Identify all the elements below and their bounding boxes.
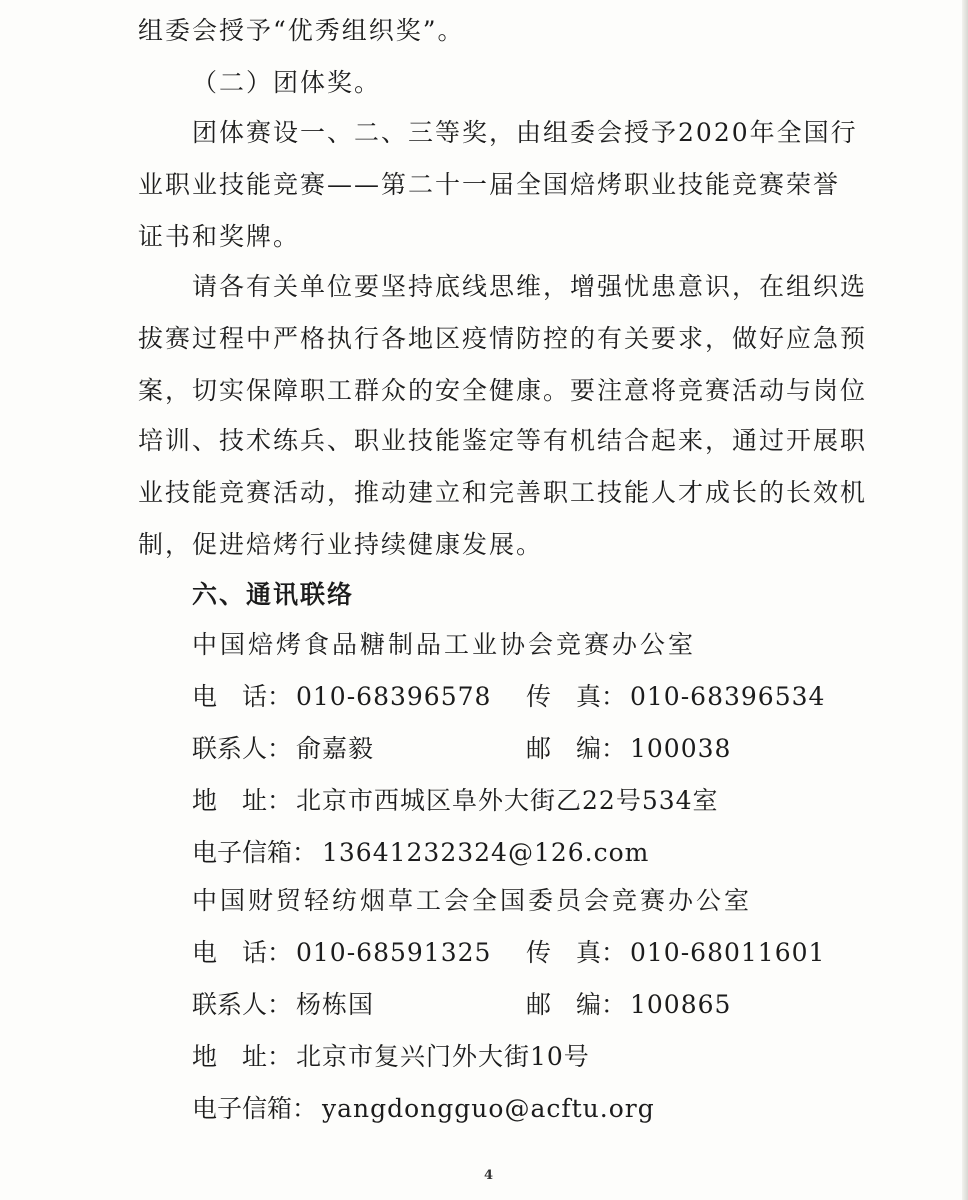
zip-value: 100038 bbox=[630, 734, 732, 763]
body-line-4: 业职业技能竞赛——第二十一届全国焙烤职业技能竞赛荣誉 bbox=[138, 170, 841, 199]
address-value: 北京市复兴门外大街10号 bbox=[296, 1042, 590, 1071]
address-label: 地 址： bbox=[192, 1042, 293, 1071]
person-label: 联系人： bbox=[192, 734, 293, 763]
email-label: 电子信箱： bbox=[192, 1094, 318, 1123]
body-line-9: 培训、技术练兵、职业技能鉴定等有机结合起来，通过开展职 bbox=[138, 426, 868, 455]
subheading-team-award: （二）团体奖。 bbox=[192, 68, 382, 97]
person-value: 俞嘉毅 bbox=[296, 734, 375, 763]
body-line-7: 拔赛过程中严格执行各地区疫情防控的有关要求，做好应急预 bbox=[138, 324, 868, 353]
body-line-1: 组委会授予“优秀组织奖”。 bbox=[138, 16, 465, 45]
body-line-6: 请各有关单位要坚持底线思维，增强忧患意识，在组织选 bbox=[192, 272, 868, 301]
email-value: 13641232324@126.com bbox=[322, 838, 650, 867]
phone-value: 010-68396578 bbox=[296, 682, 492, 711]
body-line-5: 证书和奖牌。 bbox=[138, 222, 301, 251]
person-label: 联系人： bbox=[192, 990, 293, 1019]
body-line-11: 制，促进焙烤行业持续健康发展。 bbox=[138, 530, 544, 559]
email-label: 电子信箱： bbox=[192, 838, 318, 867]
fax-label: 传 真： bbox=[526, 682, 627, 711]
address-label: 地 址： bbox=[192, 786, 293, 815]
zip-label: 邮 编： bbox=[526, 990, 627, 1019]
person-value: 杨栋国 bbox=[296, 990, 375, 1019]
zip-label: 邮 编： bbox=[526, 734, 627, 763]
fax-label: 传 真： bbox=[526, 938, 627, 967]
page-number: 4 bbox=[484, 1168, 494, 1183]
email-value: yangdongguo@acftu.org bbox=[322, 1094, 655, 1123]
section-heading-contact: 六、通讯联络 bbox=[192, 580, 355, 609]
scan-edge-shadow bbox=[962, 0, 968, 1200]
body-line-8: 案，切实保障职工群众的安全健康。要注意将竞赛活动与岗位 bbox=[138, 376, 868, 405]
body-line-3: 团体赛设一、二、三等奖，由组委会授予2020年全国行 bbox=[192, 118, 858, 147]
address-value: 北京市西城区阜外大街乙22号534室 bbox=[296, 786, 719, 815]
contact-org-name: 中国财贸轻纺烟草工会全国委员会竞赛办公室 bbox=[192, 886, 753, 915]
phone-label: 电 话： bbox=[192, 938, 293, 967]
fax-value: 010-68011601 bbox=[630, 938, 826, 967]
body-line-10: 业技能竞赛活动，推动建立和完善职工技能人才成长的长效机 bbox=[138, 478, 868, 507]
zip-value: 100865 bbox=[630, 990, 732, 1019]
phone-value: 010-68591325 bbox=[296, 938, 492, 967]
contact-org-name: 中国焙烤食品糖制品工业协会竞赛办公室 bbox=[192, 630, 697, 659]
phone-label: 电 话： bbox=[192, 682, 293, 711]
fax-value: 010-68396534 bbox=[630, 682, 826, 711]
